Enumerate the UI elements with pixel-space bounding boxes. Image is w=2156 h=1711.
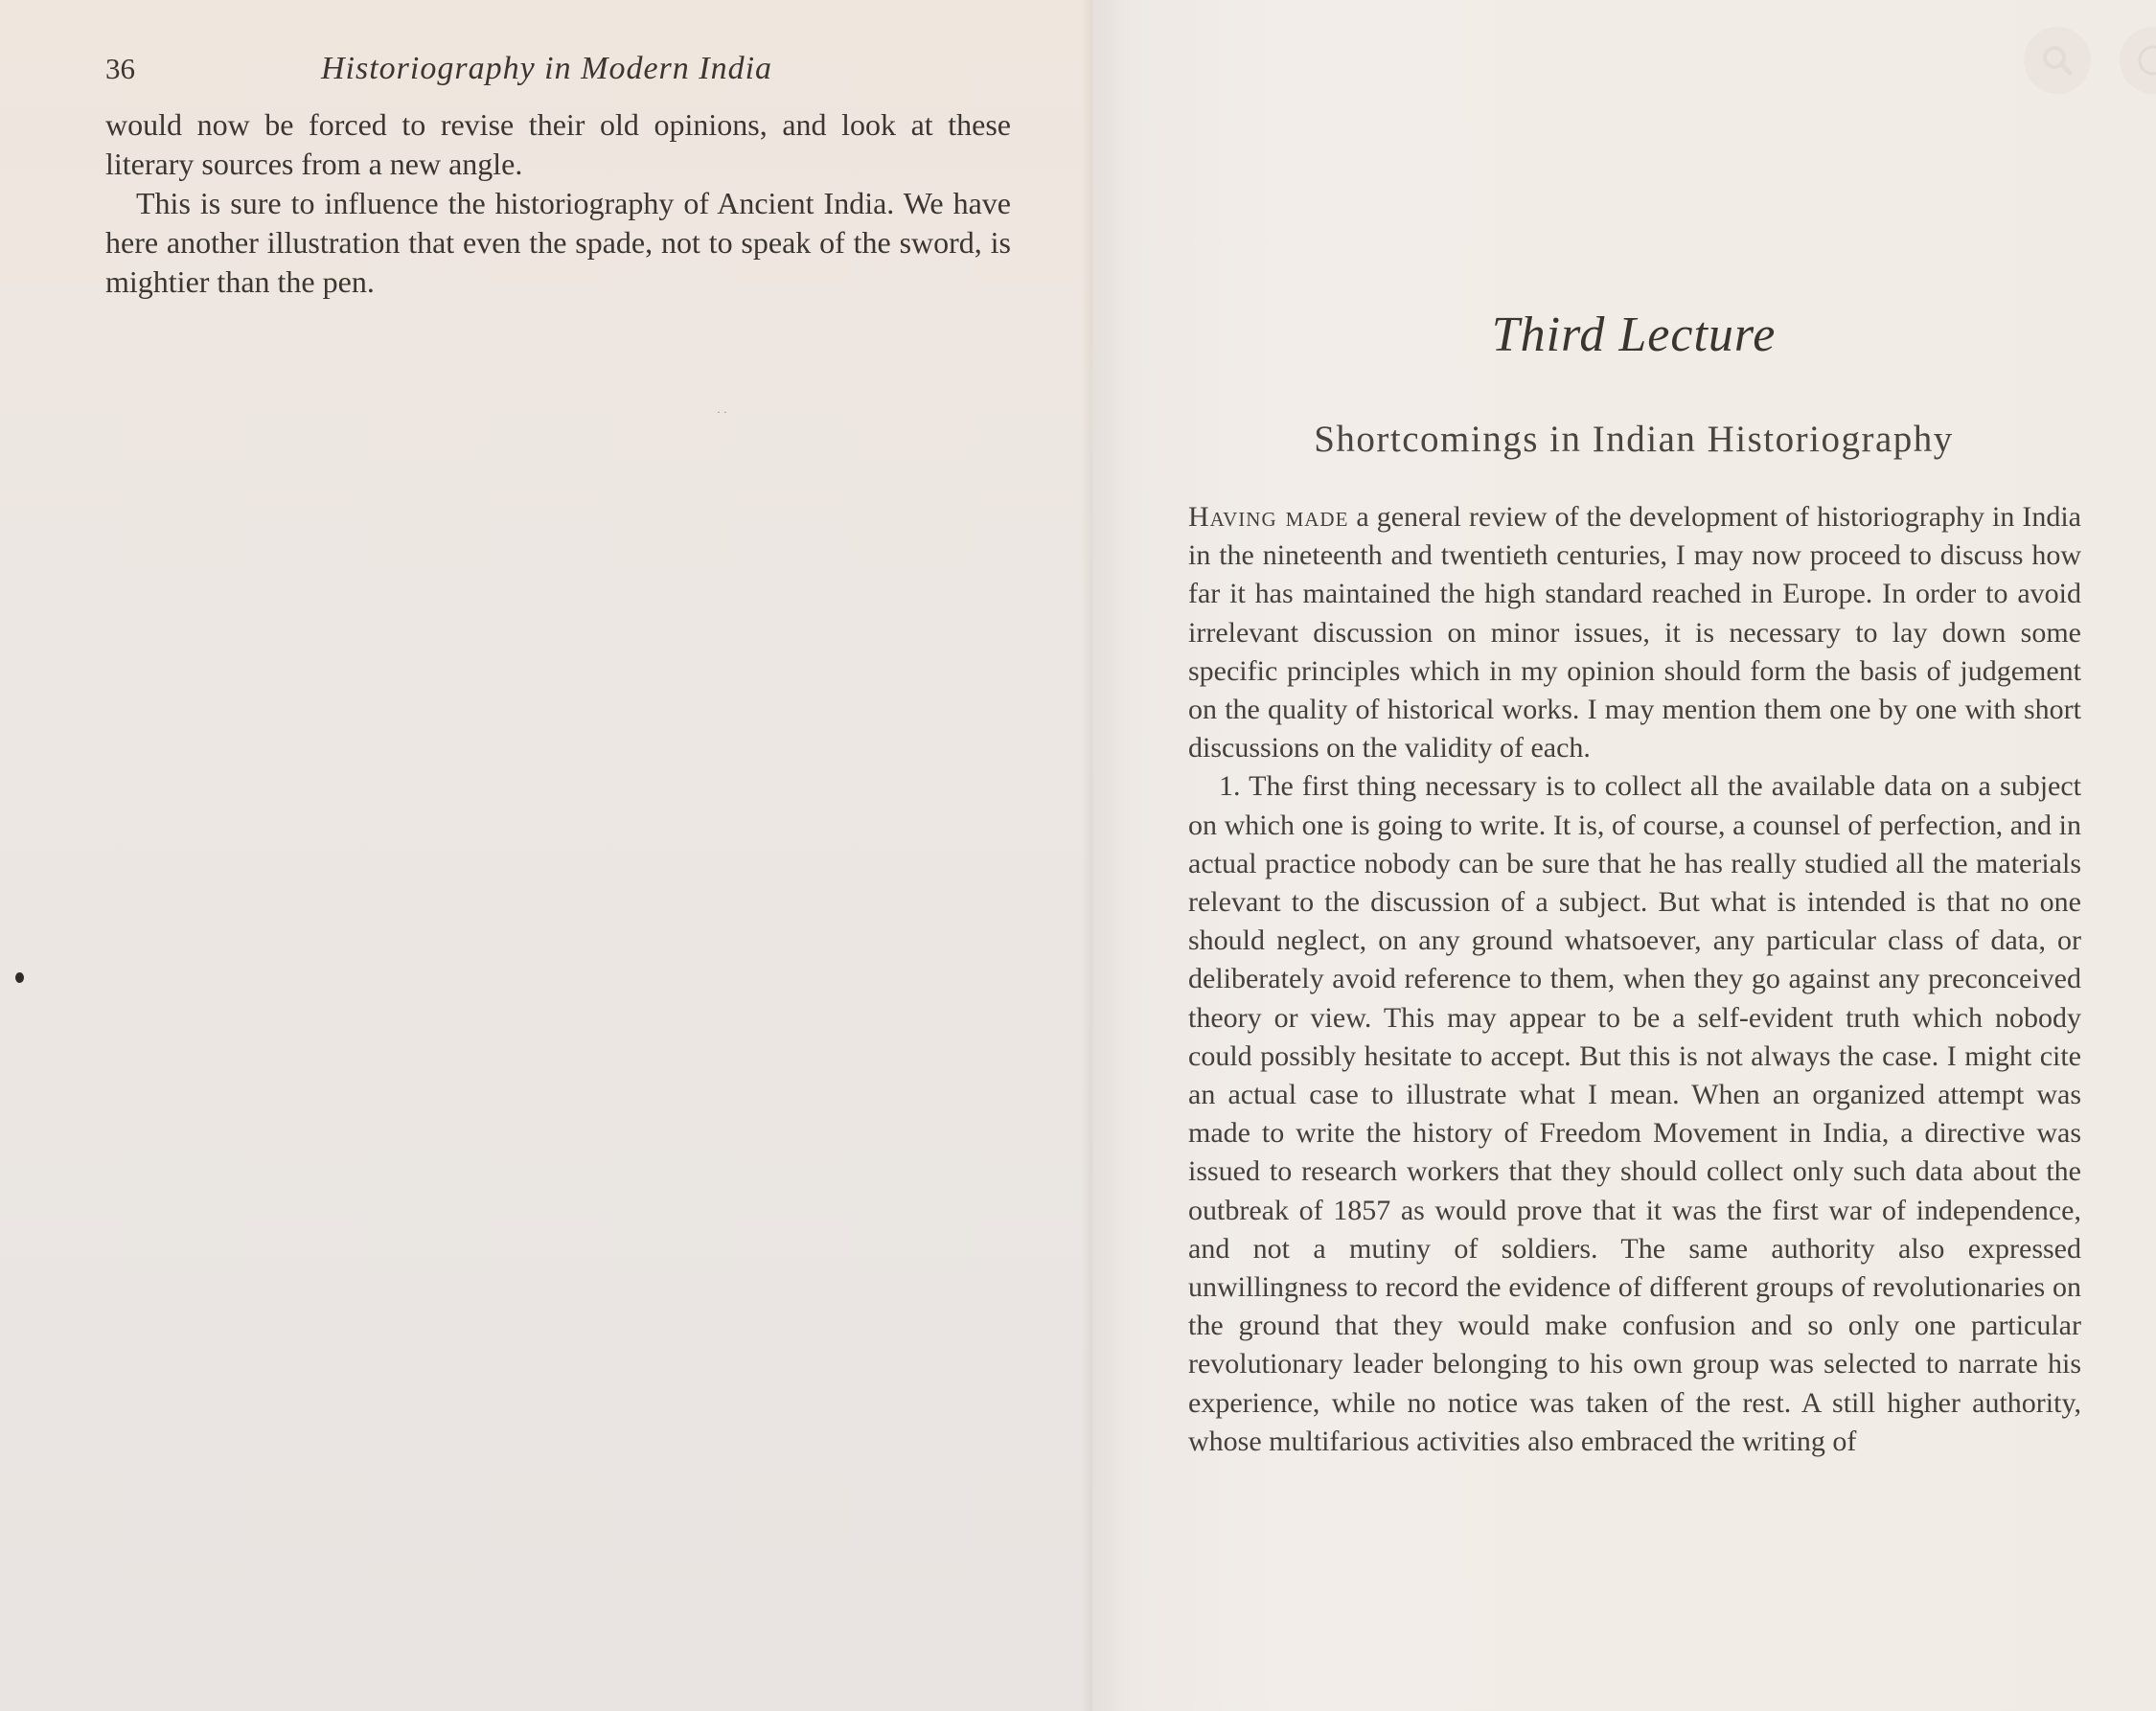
- opening-paragraph-text: a general review of the development of historiography in India in the nineteenth and twentieth centuries, I may now proceed to discuss how far it has maintained the high standard reached in Europe. In order to avoid irrelevant discussion on minor issues, it is necessary to lay down some specific principles which in my opinion should form the basis of judgement on the quality of historical works. I may mention them one by one with short discussions on the validity of each.: [1188, 501, 2081, 764]
- paragraph: This is sure to influence the historiography of Ancient India. We have here another illustration that even the spade, not to speak of the sword, is mightier than the pen.: [105, 186, 1011, 299]
- ink-spot: [15, 972, 24, 983]
- right-page-text: [1188, 498, 2081, 1461]
- opening-smallcaps: Having made: [1188, 501, 1349, 533]
- running-head: [105, 48, 1016, 90]
- paragraph-continued: would now be forced to revise their old opinions, and look at these literary sources from a new angle.: [105, 107, 1011, 181]
- zoom-button[interactable]: [2024, 27, 2091, 94]
- page-number: 36: [105, 52, 135, 85]
- magnifier-icon: [2038, 41, 2076, 80]
- page-specks: · ·: [717, 405, 727, 419]
- more-icon: [2135, 42, 2156, 79]
- opening-paragraph: [1188, 498, 2081, 767]
- running-title: Historiography in Modern India: [321, 51, 773, 86]
- chapter-subtitle: Shortcomings in Indian Historiography: [1314, 419, 1954, 460]
- left-page-text: [105, 105, 1011, 302]
- chapter-heading: Third Lecture: [1491, 308, 1777, 362]
- paragraph: 1. The first thing necessary is to collect all the available data on a subject on which one is going to write. It is, of course, a counsel of perfection, and in actual practice nobody can be sure that he has really studied all the materials relevant to the discussion of a subject. But what is intended is that no one should neglect, on any ground whatsoever, any particular class of data, or deliberately avoid reference to them, when they go against any preconceived theory or view. This may appear to be a self-evident truth which nobody could possibly hesitate to accept. But this is not always the case. I might cite an actual case to illustrate what I mean. When an organized attempt was made to write the history of Freedom Movement in India, a directive was issued to research workers that they should collect only such data about the outbreak of 1857 as would prove that it was the first war of independence, and not a mutiny of soldiers. The same authority also expressed unwillingness to record the evidence of different groups of revolutionaries on the ground that they would make confusion and so only one particular revolutionary leader belonging to his own group was selected to narrate his experience, while no notice was taken of the rest. A still higher authority, whose multifarious activities also embraced the writing of: [1188, 770, 2081, 1457]
